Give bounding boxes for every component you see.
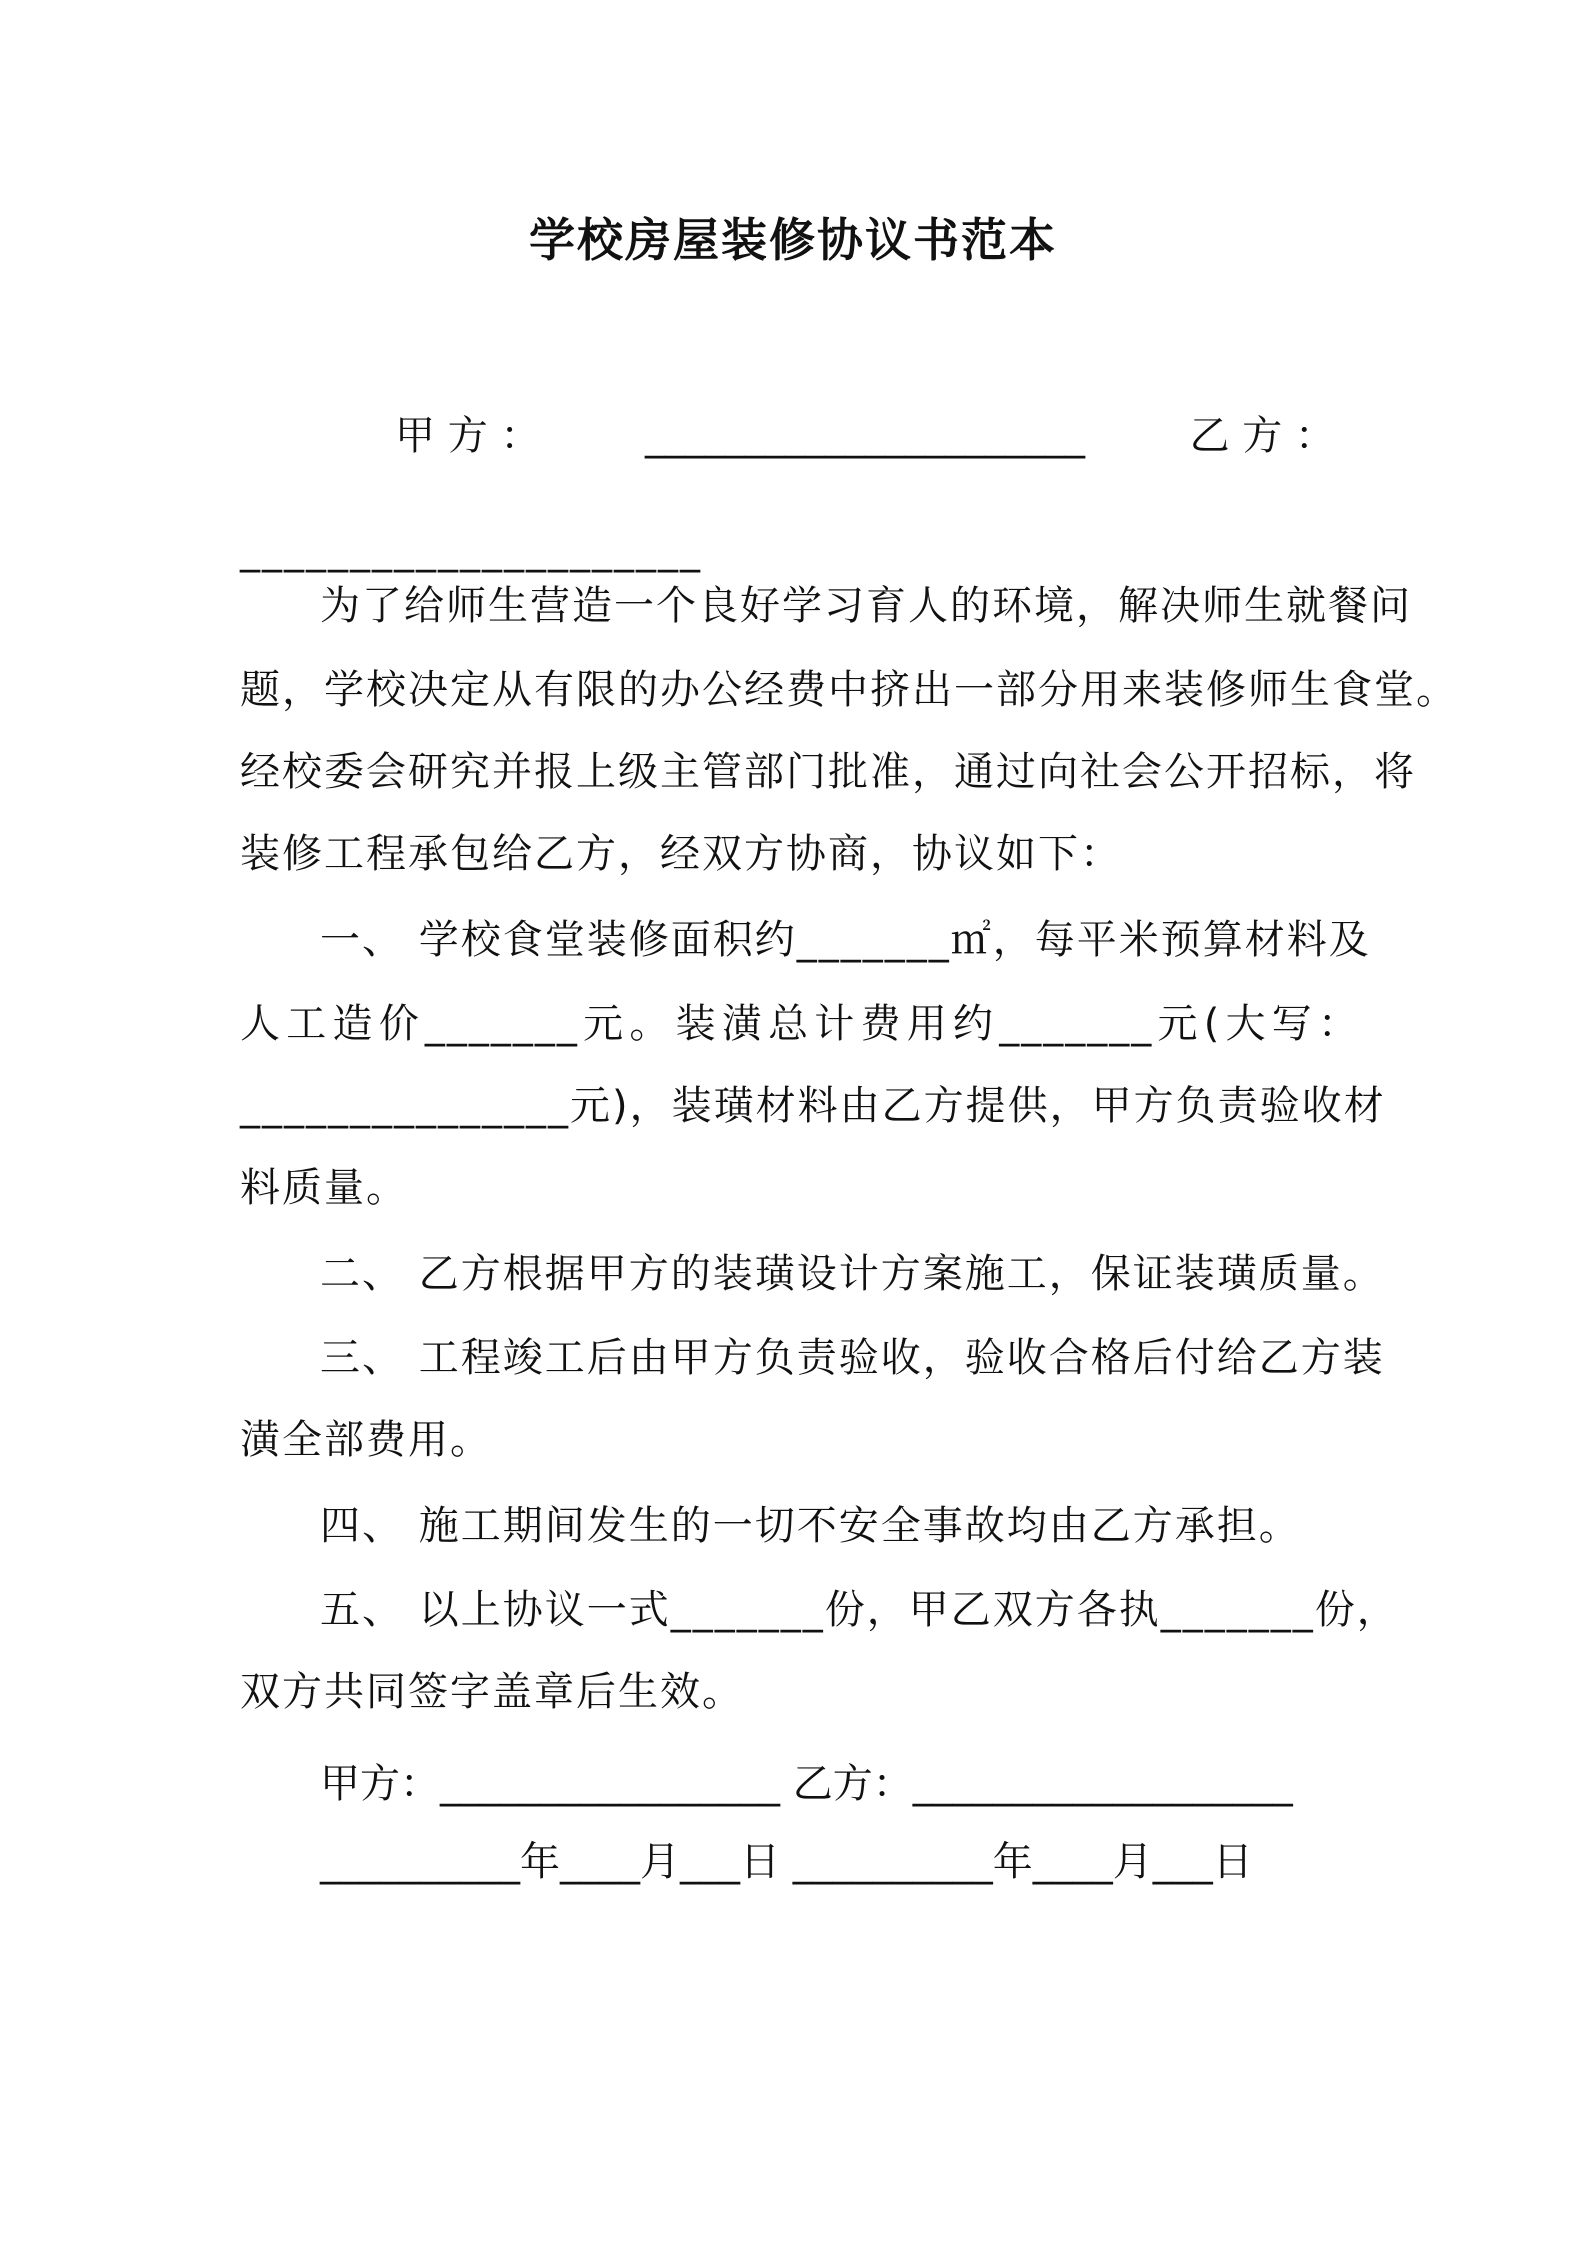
party-b-blank: _____________________ xyxy=(240,527,702,573)
clause1-line-2: 人工造价_______元。装潢总计费用约_______元(大写： xyxy=(240,1001,1360,1047)
clause1-line-4: 料质量。 xyxy=(240,1165,408,1211)
document-title: 学校房屋装修协议书范本 xyxy=(529,213,1057,267)
clause2: 二、 乙方根据甲方的装璜设计方案施工，保证装璜质量。 xyxy=(320,1251,1385,1297)
clause4: 四、 施工期间发生的一切不安全事故均由乙方承担。 xyxy=(320,1503,1301,1549)
signature-dates: __________年____月___日 __________年____月___日 xyxy=(320,1839,1253,1885)
clause5-line-2: 双方共同签字盖章后生效。 xyxy=(240,1669,744,1715)
intro-line-3: 经校委会研究并报上级主管部门批准，通过向社会公开招标，将 xyxy=(240,749,1416,795)
party-a-label: 甲 方 ： xyxy=(395,413,541,459)
clause3-line-1: 三、 工程竣工后由甲方负责验收，验收合格后付给乙方装 xyxy=(320,1335,1385,1381)
signature-parties: 甲方：_________________ 乙方：___________________ xyxy=(320,1761,1293,1807)
clause1-line-1: 一、 学校食堂装修面积约_______㎡，每平米预算材料及 xyxy=(320,917,1371,963)
party-b-label: 乙 方 ： xyxy=(1189,413,1335,459)
clause3-line-2: 潢全部费用。 xyxy=(240,1417,492,1463)
intro-line-2: 题，学校决定从有限的办公经费中挤出一部分用来装修师生食堂。 xyxy=(240,667,1458,713)
parties-header xyxy=(395,408,1335,464)
intro-line-1: 为了给师生营造一个良好学习育人的环境，解决师生就餐问 xyxy=(320,583,1412,629)
clause5-line-1: 五、 以上协议一式_______份，甲乙双方各执_______份， xyxy=(320,1587,1399,1633)
intro-line-4: 装修工程承包给乙方，经双方协商，协议如下： xyxy=(240,831,1122,877)
party-a-blank: ______________________ xyxy=(645,413,1085,459)
clause1-line-3: _______________元)，装璜材料由乙方提供，甲方负责验收材 xyxy=(240,1083,1386,1129)
